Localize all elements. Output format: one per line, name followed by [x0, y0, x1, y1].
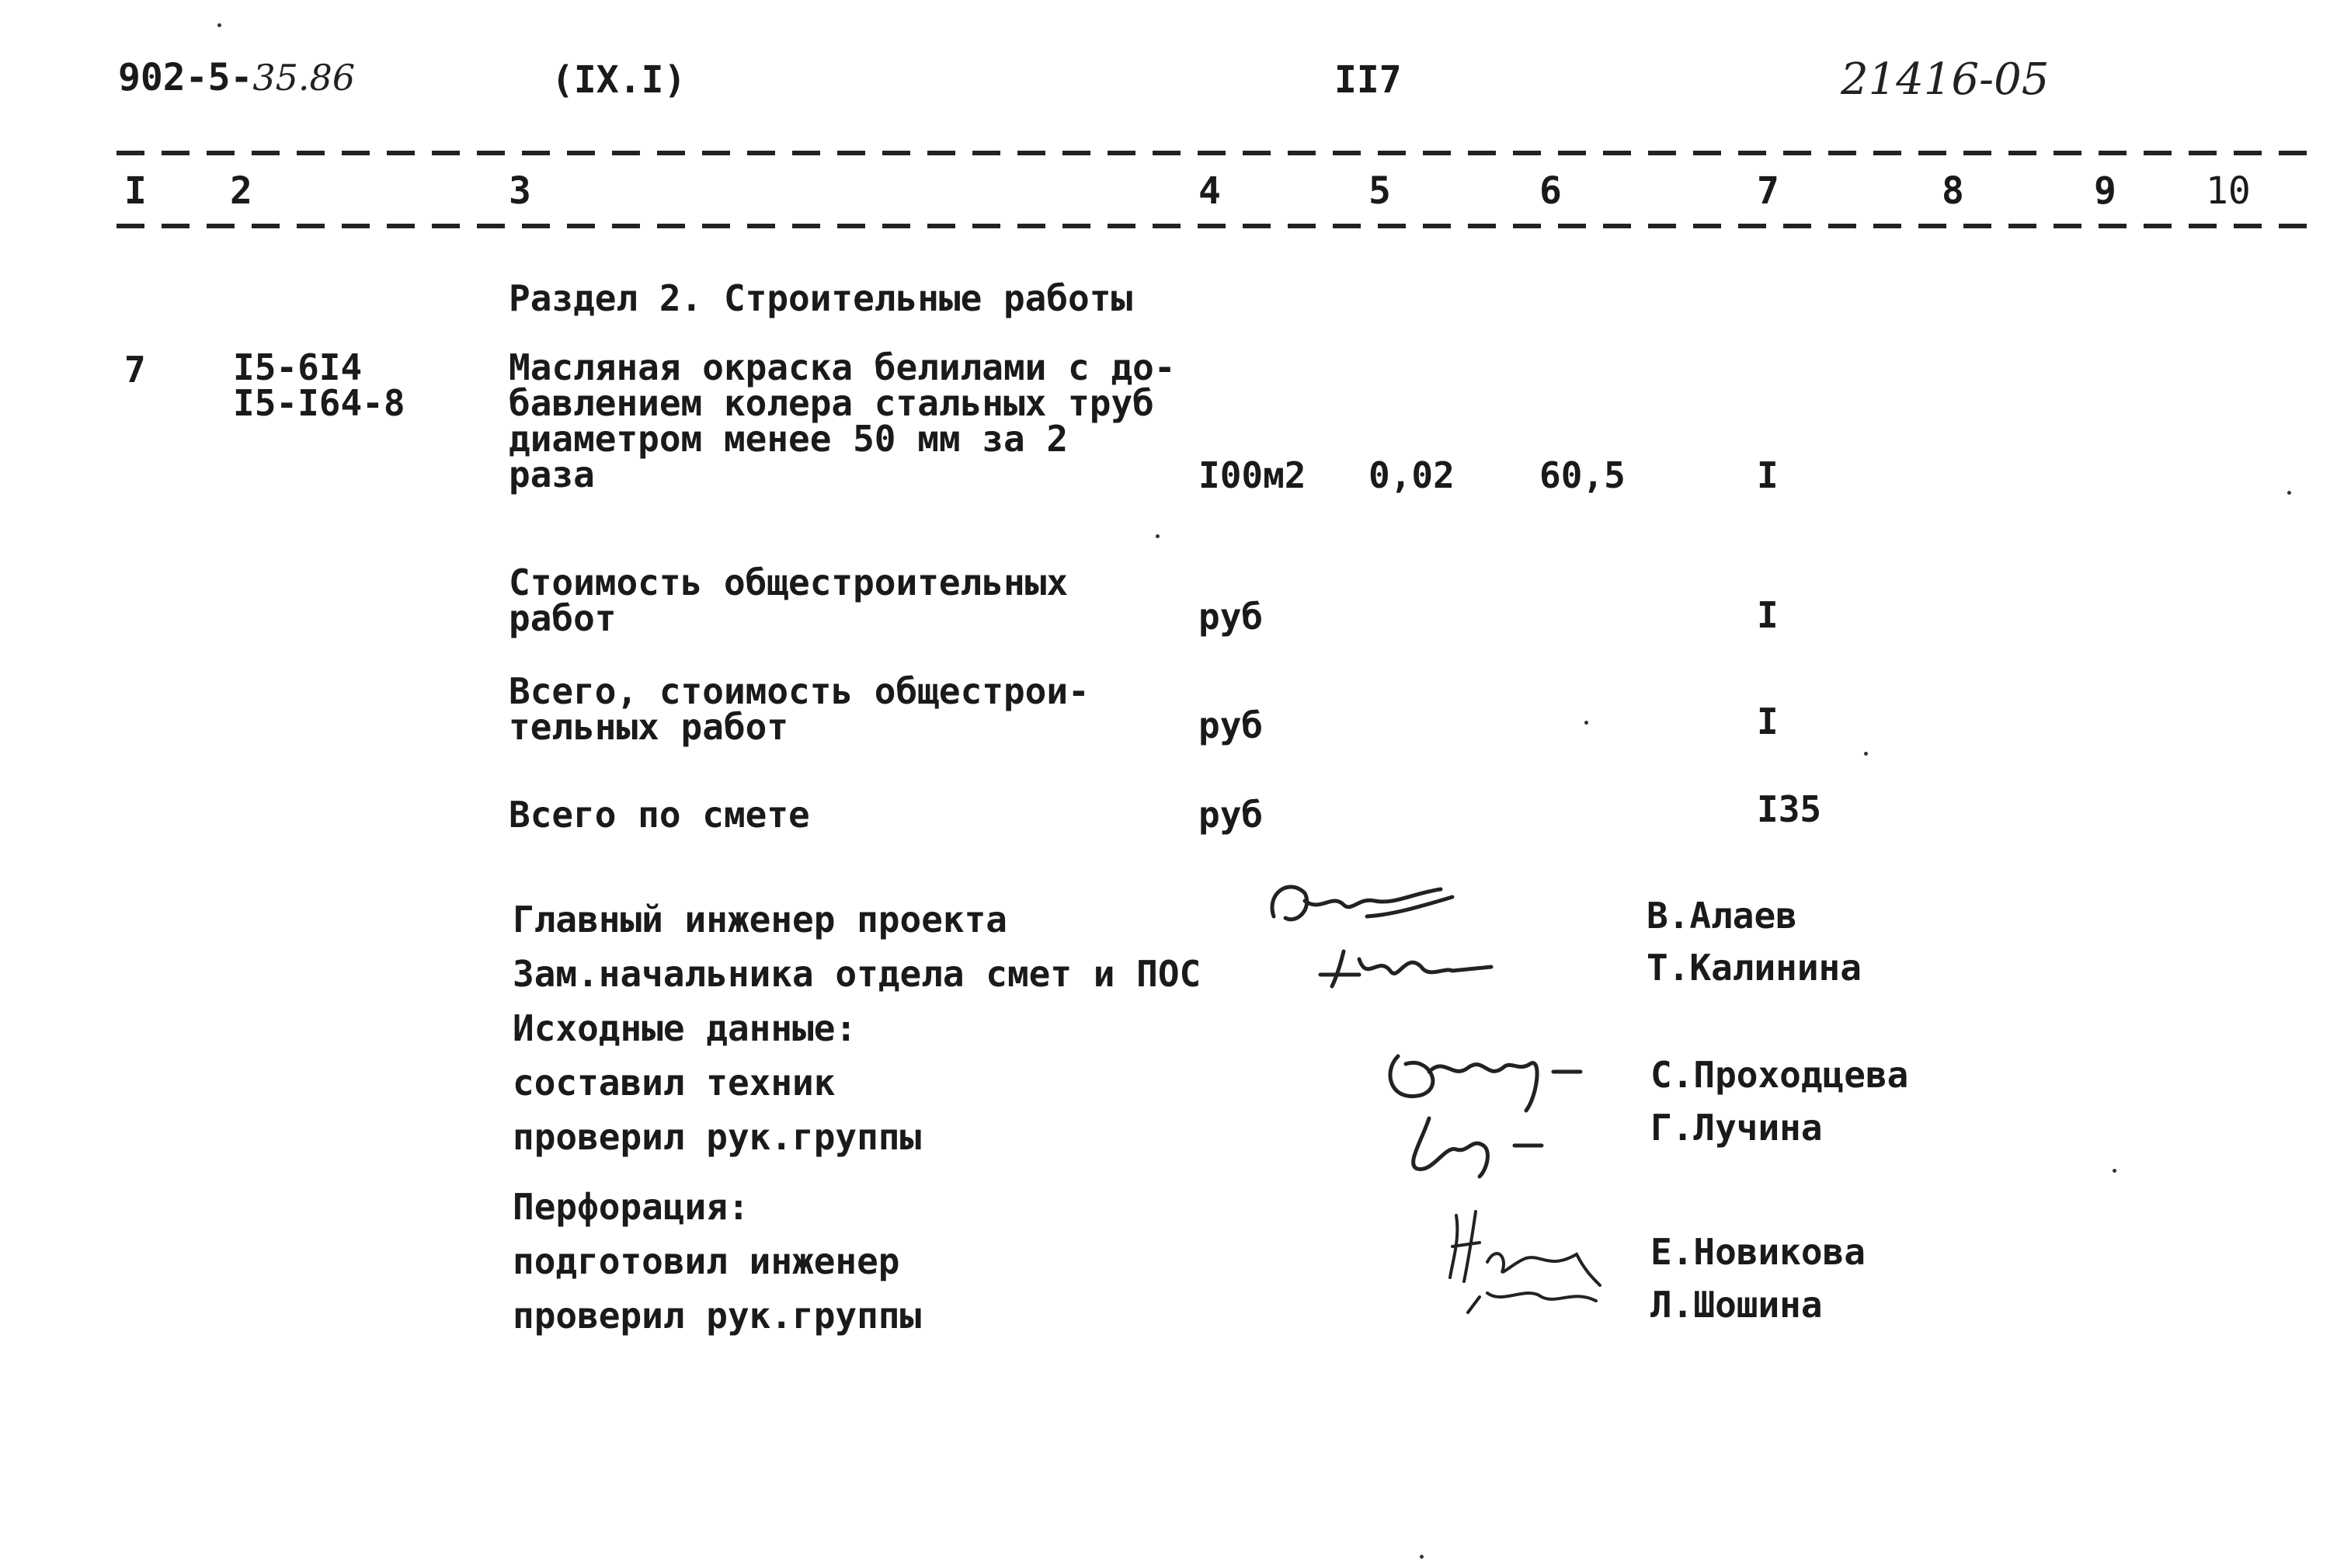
- column-header-4: 4: [1198, 169, 1221, 213]
- row-code-1: I5-6I4: [233, 346, 363, 388]
- signatory-name: В.Алаев: [1647, 895, 1797, 937]
- column-header-6: 6: [1539, 169, 1562, 213]
- summary-general-works: [509, 561, 1069, 639]
- page-number: II7: [1334, 58, 1402, 102]
- registration-number: 21416-05: [1841, 54, 2050, 105]
- scan-speck: [1584, 721, 1588, 725]
- summary-label-line: Стоимость общестроительных: [509, 561, 1069, 603]
- column-header-7: 7: [1757, 169, 1779, 213]
- column-header-2: 2: [230, 169, 252, 213]
- row-desc-line-3: диаметром менее 50 мм за 2: [509, 418, 1069, 460]
- column-header-3: 3: [509, 169, 531, 213]
- row-unit-price: 60,5: [1539, 454, 1626, 496]
- summary-value: I: [1757, 701, 1779, 742]
- doc-code: [118, 56, 355, 99]
- column-header-1: I: [124, 169, 147, 213]
- header-rule-bottom: [116, 224, 2314, 228]
- row-desc-line-1: Масляная окраска белилами с до-: [509, 346, 1176, 388]
- summary-label-line: тельных работ: [509, 706, 789, 748]
- scan-speck: [217, 23, 221, 27]
- column-header-8: 8: [1942, 169, 1964, 213]
- column-header-5: 5: [1368, 169, 1391, 213]
- signatory-name: Е.Новикова: [1650, 1231, 1866, 1273]
- signatory-role: составил техник: [513, 1062, 836, 1104]
- row-unit: I00м2: [1198, 454, 1306, 496]
- signatory-group-heading: Исходные данные:: [513, 1007, 857, 1049]
- column-header-10: 10: [2206, 169, 2251, 213]
- summary-unit: руб: [1198, 596, 1264, 638]
- scan-speck: [1864, 752, 1868, 756]
- summary-estimate-total-value: I35: [1757, 788, 1822, 830]
- row-total: I: [1757, 454, 1779, 496]
- doc-code-handwritten: 35.86: [252, 57, 356, 99]
- scan-speck: [2287, 491, 2291, 495]
- section-title: Раздел 2. Строительные работы: [509, 277, 1133, 319]
- doc-code-printed: 902-5-: [118, 56, 253, 99]
- signatory-name: С.Проходцева: [1650, 1054, 1909, 1096]
- summary-total-general-works: [509, 670, 1090, 748]
- header-rule-top: [116, 151, 2314, 155]
- summary-unit: руб: [1198, 794, 1264, 836]
- row-description: [509, 346, 1176, 495]
- signatory-name: Л.Шошина: [1650, 1284, 1823, 1326]
- summary-estimate-total-label: Всего по смете: [509, 794, 810, 836]
- signatory-role: проверил рук.группы: [513, 1295, 922, 1337]
- signatory-role: Главный инженер проекта: [513, 899, 1007, 940]
- signatory-group-heading: Перфорация:: [513, 1186, 749, 1228]
- signature-scribble-1: [1258, 870, 1476, 940]
- signature-scribble-4: [1398, 1103, 1577, 1180]
- scan-speck: [2113, 1169, 2116, 1173]
- row-codes: [233, 346, 405, 424]
- summary-value: I: [1757, 594, 1779, 636]
- signatory-role: Зам.начальника отдела смет и ПОС: [513, 953, 1202, 995]
- signatory-name: Т.Калинина: [1647, 947, 1862, 989]
- row-desc-line-2: бавлением колера стальных труб: [509, 382, 1154, 424]
- summary-unit: руб: [1198, 704, 1264, 746]
- summary-label-line: работ: [509, 597, 617, 639]
- row-code-2: I5-I64-8: [233, 382, 405, 424]
- column-header-9: 9: [2094, 169, 2116, 213]
- signatory-role: подготовил инженер: [513, 1240, 900, 1282]
- row-quantity: 0,02: [1368, 454, 1455, 496]
- section-code: (IX.I): [551, 58, 687, 102]
- row-number: 7: [124, 349, 146, 391]
- summary-label-line: Всего, стоимость общестрои-: [509, 670, 1090, 712]
- signatory-role: проверил рук.группы: [513, 1116, 922, 1158]
- signatory-name: Г.Лучина: [1650, 1107, 1823, 1149]
- scan-speck: [1156, 534, 1160, 538]
- signature-scribble-2: [1313, 936, 1546, 998]
- scan-speck: [1420, 1555, 1424, 1559]
- row-desc-line-4: раза: [509, 454, 595, 495]
- signature-scribble-5: [1441, 1200, 1619, 1316]
